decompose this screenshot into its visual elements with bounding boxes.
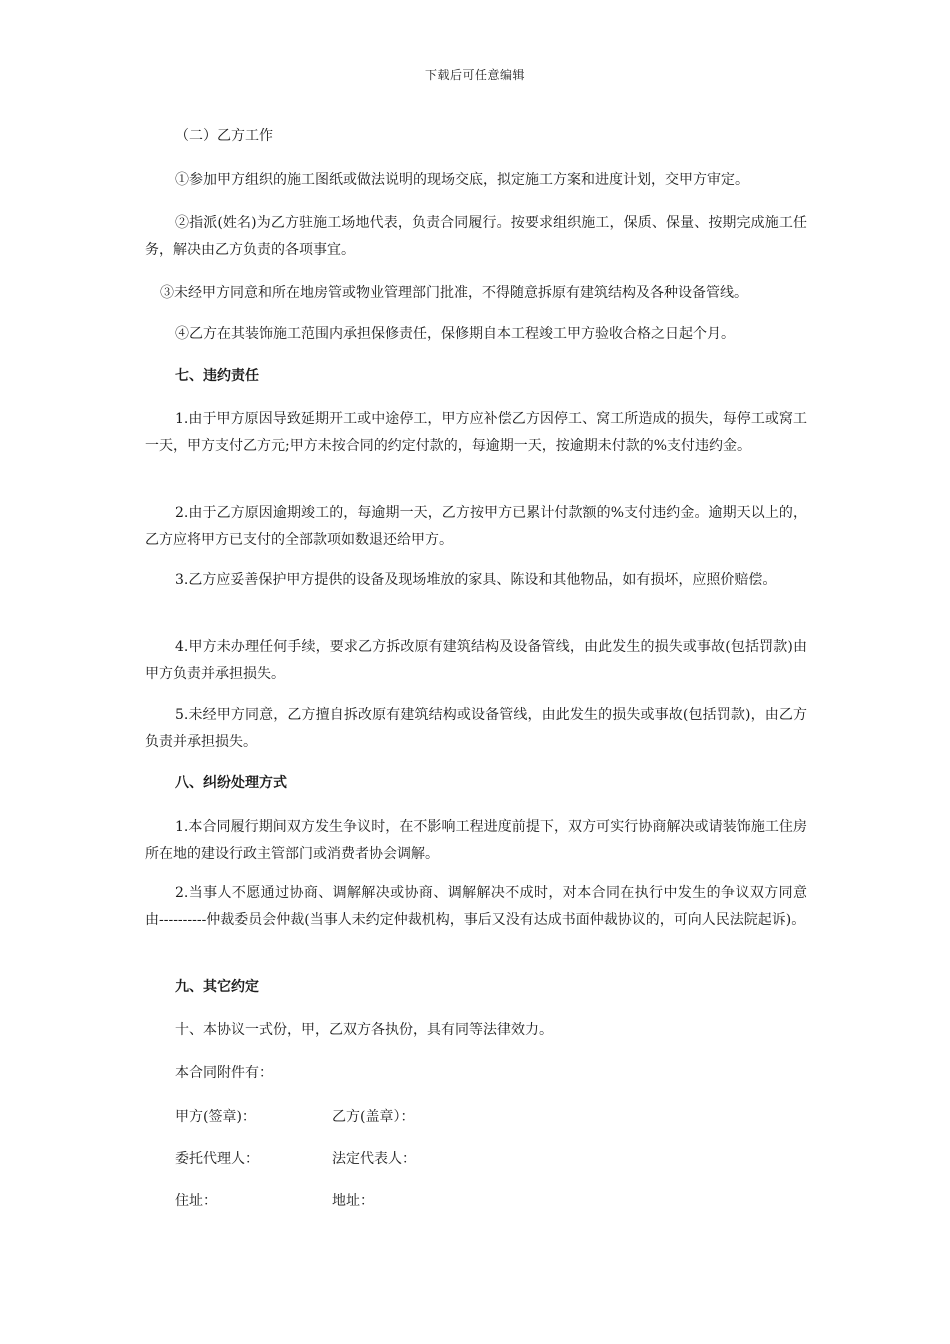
party-a-signature-label: 甲方(签章)： <box>175 1109 256 1125</box>
dispute-item-1: 1.本合同履行期间双方发生争议时，在不影响工程进度前提下，双方可实行协商解决或请装饰施工住房所在地的建设行政主管部门或消费者协会调解。 <box>145 819 807 862</box>
breach-item-1: 1.由于甲方原因导致延期开工或中途停工，甲方应补偿乙方因停工、窝工所造成的损失，每停工或窝工一天，甲方支付乙方元;甲方未按合同的约定付款的，每逾期一天，按逾期未付款的%支付违约金。 <box>145 411 807 454</box>
party-b-item-4: ④乙方在其装饰施工范围内承担保修责任，保修期自本工程竣工甲方验收合格之日起个月。 <box>175 326 735 342</box>
other-item-copies: 十、本协议一式份，甲，乙双方各执份，具有同等法律效力。 <box>175 1022 553 1038</box>
agent-label: 委托代理人： <box>175 1151 259 1167</box>
section-heading-breach: 七、违约责任 <box>175 368 259 384</box>
signature-row-parties <box>175 1104 775 1131</box>
address-label: 地址： <box>332 1193 374 1209</box>
party-b-item-2: ②指派(姓名)为乙方驻施工场地代表，负责合同履行。按要求组织施工，保质、保量、按期完成施工任务，解决由乙方负责的各项事宜。 <box>145 215 807 258</box>
breach-item-5: 5.未经甲方同意，乙方擅自拆改原有建筑结构或设备管线，由此发生的损失或事故(包括罚款)，由乙方负责并承担损失。 <box>145 707 807 750</box>
page-header-note: 下载后可任意编辑 <box>424 68 525 82</box>
section-heading-other: 九、其它约定 <box>175 979 259 995</box>
breach-item-4: 4.甲方未办理任何手续，要求乙方拆改原有建筑结构及设备管线，由此发生的损失或事故(包括罚款)由甲方负责并承担损失。 <box>145 639 807 682</box>
signature-row-addresses <box>175 1188 775 1215</box>
signature-row-representatives <box>175 1146 775 1173</box>
breach-item-3: 3.乙方应妥善保护甲方提供的设备及现场堆放的家具、陈设和其他物品，如有损坏，应照价赔偿。 <box>175 572 777 588</box>
section-title-party-b-work: （二）乙方工作 <box>175 128 273 144</box>
residence-label: 住址： <box>175 1193 217 1209</box>
section-heading-dispute: 八、纠纷处理方式 <box>175 775 287 791</box>
dispute-item-2: 2.当事人不愿通过协商、调解解决或协商、调解解决不成时，对本合同在执行中发生的争议双方同意由----------仲裁委员会仲裁(当事人未约定仲裁机构，事后又没有达成书面仲裁协议的，可向人民法院起诉)。 <box>145 885 807 928</box>
party-b-seal-label: 乙方(盖章）： <box>332 1109 415 1125</box>
attachments-line: 本合同附件有： <box>175 1065 273 1081</box>
legal-rep-label: 法定代表人： <box>332 1151 416 1167</box>
party-b-item-3: ③未经甲方同意和所在地房管或物业管理部门批准，不得随意拆原有建筑结构及各种设备管线。 <box>160 285 748 301</box>
breach-item-2: 2.由于乙方原因逾期竣工的，每逾期一天，乙方按甲方已累计付款额的%支付违约金。逾期天以上的，乙方应将甲方已支付的全部款项如数退还给甲方。 <box>145 505 807 548</box>
party-b-item-1: ①参加甲方组织的施工图纸或做法说明的现场交底，拟定施工方案和进度计划，交甲方审定。 <box>175 172 749 188</box>
